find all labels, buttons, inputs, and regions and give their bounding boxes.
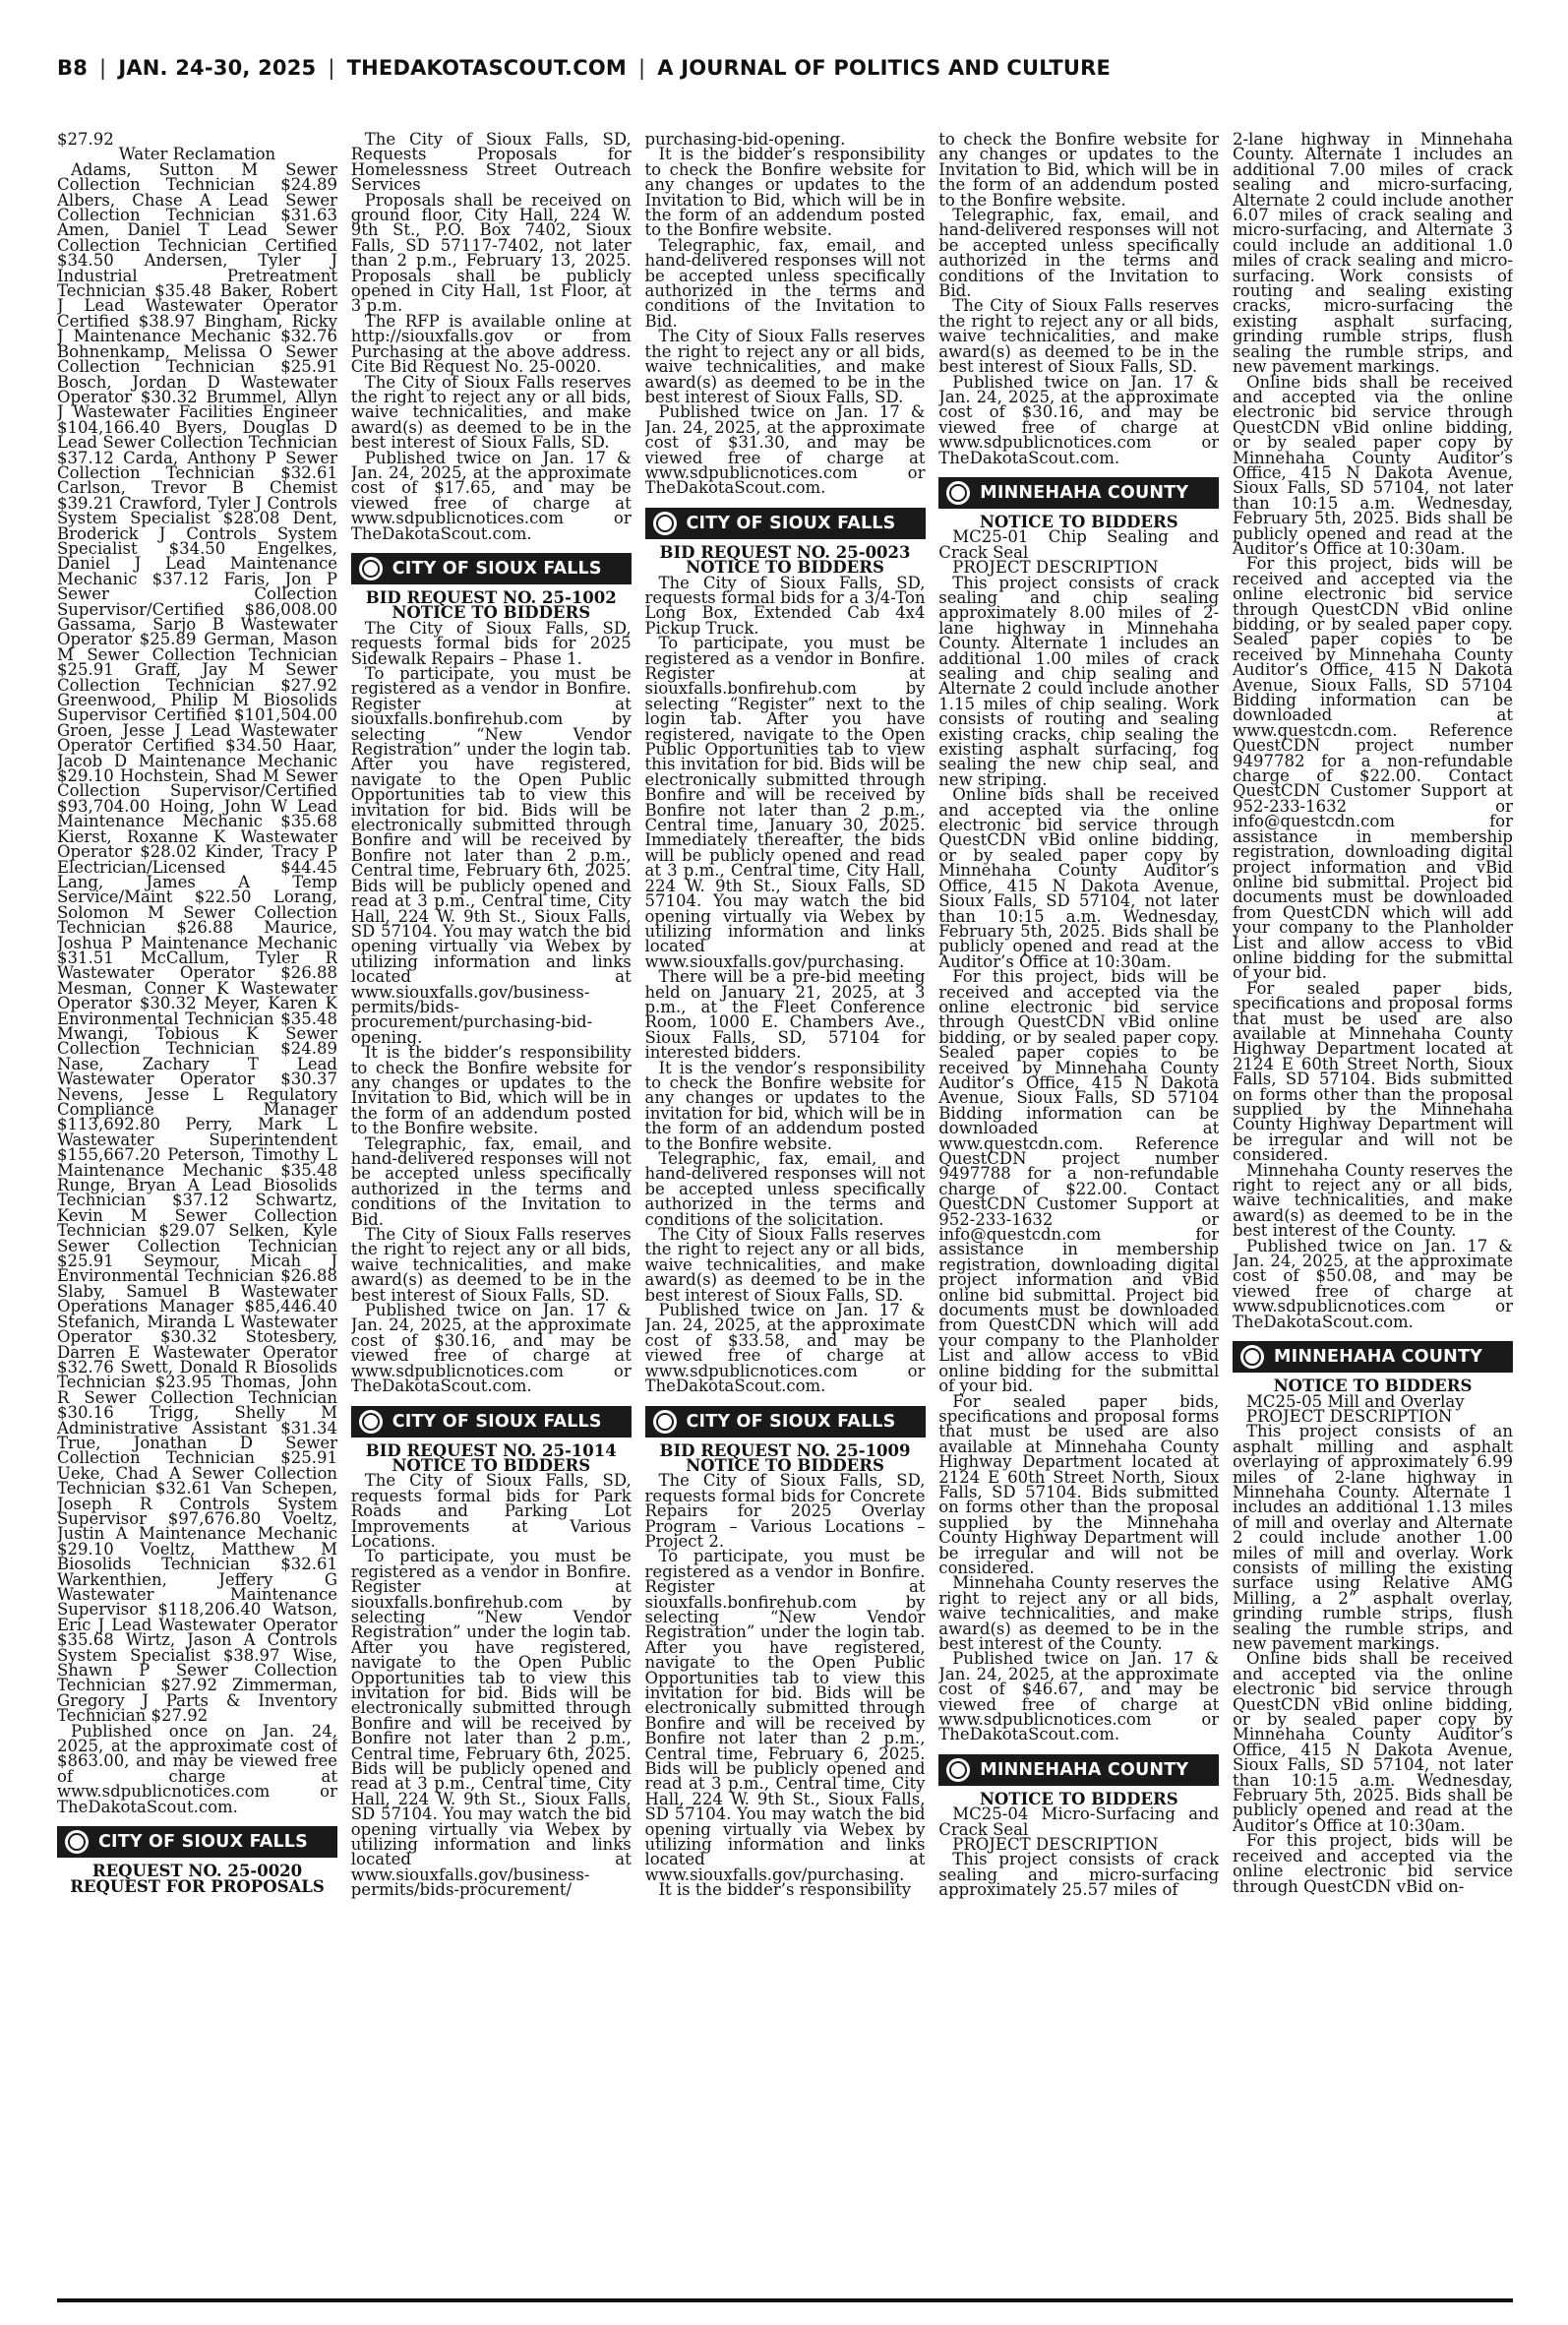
notice-paragraph: This project consists of an asphalt milling and asphalt overlaying of approximately 6.99 miles of 2-lane highway in Minnehaha County. Alternate 1 includes an additional 1.13 miles of mill and overlay and Alternate 2 could include another 1.00 miles of mill and overlay. Work consists of milling the existing surface using Relative AMG Milling, a 2” asphalt overlay, grinding rumble strips, flush sealing the rumble strips, and new pavement markings. <box>1233 1422 1513 1653</box>
notice-paragraph: It is the bidder’s responsibility to check the Bonfire website for any changes or updates to the Invitation to Bid, which will be in the form of an addendum posted to the Bonfire website. <box>644 145 926 240</box>
notice-paragraph: To participate, you must be registered as a vendor in Bonfire. Register at siouxfalls.bonfirehub.com by selecting “Register” next to the login tab. After you have registered, navigate to the Open Public Opportunities tab to view this invitation for bid. Bids will be electronically submitted through Bonfire and will be received by Bonfire not later than 2 p.m., Central time, January 30, 2025. Immediately thereafter, the bids will be publicly opened and read at 3 p.m., Central time, City Hall, 224 W. 9th St., Sioux Falls, SD 57104. You may watch the bid opening virtually via Webex by utilizing information and links located at www.siouxfalls.gov/purchasing. <box>644 634 926 971</box>
notice-paragraph: Published twice on Jan. 17 & Jan. 24, 2025, at the approximate cost of $30.16, and may be viewed free of charge at www.sdpublicnotices.com or TheDakotaScout.com. <box>350 1301 632 1396</box>
notice-paragraph: MC25-01 Chip Sealing and Crack Seal <box>938 527 1220 562</box>
notice-paragraph: Online bids shall be received and accepted via the online electronic bid service through QuestCDN vBid online bidding, or by sealed paper copy by Minnehaha County Auditor’s Office, 415 N Dakota Avenue, Sioux Falls, SD 57104, not later than 10:15 a.m. Wednesday, February 5th, 2025. Bids shall be publicly opened and read at the Auditor’s Office at 10:30am. <box>938 785 1220 971</box>
tagline: A JOURNAL OF POLITICS AND CULTURE <box>657 56 1112 80</box>
notice-paragraph: Water Reclamation <box>118 145 276 164</box>
notice-paragraph: It is the bidder’s responsibility to check the Bonfire website for any changes or updates to the Invitation to Bid, which will be in the form of an addendum posted to the Bonfire website. <box>350 1043 632 1138</box>
notice-paragraph: Published twice on Jan. 17 & Jan. 24, 2025, at the approximate cost of $17.65, and may be viewed free of charge at www.sdpublicnotices.com or TheDakotaScout.com. <box>350 448 632 543</box>
notice-paragraph: The City of Sioux Falls reserves the right to reject any or all bids, waive technicalities, and make award(s) as deemed to be in the best interest of Sioux Falls, SD. <box>644 327 926 406</box>
section-banner <box>1233 1341 1513 1373</box>
site-name: THEDAKOTASCOUT.COM <box>346 56 627 80</box>
masthead <box>57 51 1513 85</box>
notice-paragraph: For sealed paper bids, specifications and proposal forms that must be used are also available at Minnehaha County Highway Department located at 2124 E 60th Street North, Sioux Falls, SD 57104. Bids submitted on forms other than the proposal supplied by the Minnehaha County Highway Department will be irregular and will not be considered. <box>1233 978 1513 1165</box>
city-seal-icon <box>653 512 677 535</box>
notice-heading: NOTICE TO BIDDERS <box>979 1789 1178 1808</box>
column-4 <box>938 132 1219 2296</box>
section-banner-label: CITY OF SIOUX FALLS <box>686 1411 896 1432</box>
notice-heading: NOTICE TO BIDDERS <box>686 558 884 578</box>
notice-paragraph: Published twice on Jan. 17 & Jan. 24, 2025, at the approximate cost of $31.30, and may be viewed free of charge at www.sdpublicnotices.com or TheDakotaScout.com. <box>644 402 926 498</box>
section-banner <box>645 1406 926 1438</box>
notice-paragraph: For this project, bids will be received and accepted via the online electronic bid service through QuestCDN vBid online bidding, or by sealed paper copy. Sealed paper copies to be received by Minnehaha County Auditor’s Office, 415 N Dakota Avenue, Sioux Falls, SD 57104 Bidding information can be downloaded at www.questcdn.com. Reference QuestCDN project number 9497788 for a non-refundable charge of $22.00. Contact QuestCDN Customer Support at 952-233-1632 or info@questcdn.com for assistance in membership registration, downloading digital project information and vBid online bid submittal. Project bid documents must be downloaded from QuestCDN which will add your company to the Planholder List and allow access to vBid online bidding for the submittal of your bid. <box>938 967 1220 1396</box>
notice-paragraph: 2-lane highway in Minnehaha County. Alternate 1 includes an additional 7.00 miles of crack sealing and micro-surfacing, Alternate 2 could include another 6.07 miles of crack sealing and micro-surfacing, and Alternate 3 could include an additional 1.0 miles of crack sealing and micro-surfacing. Work consists of routing and sealing existing cracks, micro-surfacing the existing asphalt surfacing, grinding rumble strips, flush sealing the rumble strips, and new pavement markings. <box>1233 132 1513 377</box>
notice-paragraph: Telegraphic, fax, email, and hand-delivered responses will not be accepted unless specifically authorized in the terms and conditions of the Invitation to Bid. <box>644 235 926 331</box>
section-banner-label: CITY OF SIOUX FALLS <box>392 1411 602 1432</box>
notice-paragraph: Published twice on Jan. 17 & Jan. 24, 2025, at the approximate cost of $50.08, and may be viewed free of charge at www.sdpublicnotices.com or TheDakotaScout.com. <box>1233 1236 1513 1331</box>
city-seal-icon <box>359 557 383 581</box>
notice-paragraph: The City of Sioux Falls, SD, requests formal bids for a 3/4-Ton Long Box, Extended Cab 4x4 Pickup Truck. <box>644 573 926 638</box>
notice-heading: NOTICE TO BIDDERS <box>686 1455 884 1475</box>
section-banner-label: CITY OF SIOUX FALLS <box>392 558 602 579</box>
column-5 <box>1233 132 1513 2296</box>
notice-paragraph: MC25-04 Micro-Surfacing and Crack Seal <box>938 1805 1220 1839</box>
notice-paragraph: PROJECT DESCRIPTION <box>1246 1406 1453 1426</box>
column-2 <box>351 132 632 2296</box>
page-number: B8 <box>57 56 89 80</box>
city-seal-icon <box>359 1410 383 1434</box>
notice-paragraph: to check the Bonfire website for any changes or updates to the Invitation to Bid, which will be in the form of an addendum posted to the Bonfire website. <box>938 132 1220 210</box>
city-seal-icon <box>65 1830 89 1854</box>
section-banner <box>938 1754 1219 1786</box>
column-3 <box>645 132 926 2296</box>
notice-paragraph: The City of Sioux Falls reserves the right to reject any or all bids, waive technicalities, and make award(s) as deemed to be in the best interest of Sioux Falls, SD. <box>644 1225 926 1305</box>
notice-paragraph: To participate, you must be registered as a vendor in Bonfire. Register at siouxfalls.bonfirehub.com by selecting “New Vendor Registration” under the login tab. After you have registered, navigate to the Open Public Opportunities tab to view this invitation for bid. Bids will be electronically submitted through Bonfire and will be received by Bonfire not later than 2 p.m., Central time, February 6th, 2025. Bids will be publicly opened and read at 3 p.m., Central time, City Hall, 224 W. 9th St., Sioux Falls, SD 57104. You may watch the bid opening virtually via Webex by utilizing information and links located at www.siouxfalls.gov/business-permits/bids-procurement/ <box>350 1547 632 1900</box>
notice-paragraph: PROJECT DESCRIPTION <box>952 1835 1159 1855</box>
notice-paragraph: The City of Sioux Falls, SD, Requests Proposals for Homelessness Street Outreach Services <box>350 132 632 195</box>
notice-heading: BID REQUEST NO. 25-1002 <box>365 587 617 607</box>
notice-paragraph: Proposals shall be received on ground floor, City Hall, 224 W. 9th St., P.O. Box 7402, Sioux Falls, SD 57117-7402, not later than 2 p.m., February 13, 2025. Proposals shall be publicly opened in City Hall, 1st Floor, at 3 p.m. <box>350 190 632 316</box>
notice-paragraph: To participate, you must be registered as a vendor in Bonfire. Register at siouxfalls.bonfirehub.com by selecting “New Vendor Registration” under the login tab. After you have registered, navigate to the Open Public Opportunities tab to view this invitation for bid. Bids will be electronically submitted through Bonfire and will be received by Bonfire not later than 2 p.m., Central time, February 6th, 2025. Bids will be publicly opened and read at 3 p.m., Central time, City Hall, 224 W. 9th St., Sioux Falls, SD 57104. You may watch the bid opening virtually via Webex by utilizing information and links located at www.siouxfalls.gov/business-permits/bids-procurement/purchasing-bid-opening. <box>350 664 632 1047</box>
notice-paragraph: Telegraphic, fax, email, and hand-delivered responses will not be accepted unless specifically authorized in the terms and conditions of the Invitation to Bid. <box>350 1133 632 1229</box>
notice-paragraph: Telegraphic, fax, email, and hand-delivered responses will not be accepted unless specifically authorized in the terms and conditions of the Invitation to Bid. <box>938 206 1220 301</box>
notice-paragraph: MC25-05 Mill and Overlay <box>1246 1391 1465 1411</box>
notice-heading: REQUEST NO. 25-0020 <box>91 1862 303 1881</box>
notice-heading: BID REQUEST NO. 25-0023 <box>659 542 911 562</box>
city-seal-icon <box>946 1758 970 1782</box>
notice-heading: NOTICE TO BIDDERS <box>392 603 591 623</box>
notice-paragraph: PROJECT DESCRIPTION <box>952 558 1159 578</box>
notice-paragraph: There will be a pre-bid meeting held on January 21, 2025, at 3 p.m., at the Fleet Conference Room, 1000 E. Chambers Ave., Sioux Falls, SD, 57104 for interested bidders. <box>644 967 926 1063</box>
notice-paragraph: The City of Sioux Falls, SD, requests formal bids for Concrete Repairs for 2025 Overlay Program – Various Locations – Project 2. <box>644 1471 926 1551</box>
notice-paragraph: This project consists of crack sealing and micro-surfacing approximately 25.57 miles of <box>938 1850 1220 1900</box>
notice-paragraph: For this project, bids will be received and accepted via the online electronic bid service through QuestCDN vBid online bidding, or by sealed paper copy. Sealed paper copies to be received by Minnehaha County Auditor’s Office, 415 N Dakota Avenue, Sioux Falls, SD 57104 Bidding information can be downloaded at www.questcdn.com. Reference QuestCDN project number 9497782 for a non-refundable charge of $22.00. Contact QuestCDN Customer Support at 952-233-1632 or info@questcdn.com for assistance in membership registration, downloading digital project information and vBid online bid submittal. Project bid documents must be downloaded from QuestCDN which will add your company to the Planholder List and allow access to vBid online bidding for the submittal of your bid. <box>1233 554 1513 983</box>
section-banner-label: MINNEHAHA COUNTY <box>980 482 1189 503</box>
notice-heading: NOTICE TO BIDDERS <box>1273 1377 1473 1396</box>
notice-paragraph: The RFP is available online at http://siouxfalls.gov or from Purchasing at the above address. Cite Bid Request No. 25-0020. <box>350 311 632 377</box>
notice-paragraph: Published once on Jan. 24, 2025, at the approximate cost of $863.00, and may be viewed free of charge at www.sdpublicnotices.com or TheDakotaScout.com. <box>57 1721 337 1816</box>
issue-date: JAN. 24-30, 2025 <box>118 56 317 80</box>
section-banner-label: CITY OF SIOUX FALLS <box>686 513 896 533</box>
masthead-separator: | <box>638 56 646 80</box>
notice-paragraph: Telegraphic, fax, email, and hand-delivered responses will not be accepted unless specifically authorized in the terms and conditions of the solicitation. <box>644 1149 926 1229</box>
notice-heading: NOTICE TO BIDDERS <box>392 1455 591 1475</box>
notice-heading: NOTICE TO BIDDERS <box>979 512 1178 531</box>
notice-paragraph: $27.92 <box>57 132 114 149</box>
notice-paragraph: The City of Sioux Falls reserves the right to reject any or all bids, waive technicalities, and make award(s) as deemed to be in the best interest of Sioux Falls, SD. <box>350 372 632 453</box>
notice-paragraph: Published twice on Jan. 17 & Jan. 24, 2025, at the approximate cost of $33.58, and may be viewed free of charge at www.sdpublicnotices.com or TheDakotaScout.com. <box>644 1301 926 1396</box>
notice-paragraph: Published twice on Jan. 17 & Jan. 24, 2025, at the approximate cost of $30.16, and may be viewed free of charge at www.sdpublicnotices.com or TheDakotaScout.com. <box>938 372 1220 467</box>
notice-paragraph: The City of Sioux Falls, SD, requests formal bids for Park Roads and Parking Lot Improvements at Various Locations. <box>350 1471 632 1551</box>
notice-paragraph: The City of Sioux Falls, SD, requests formal bids for 2025 Sidewalk Repairs – Phase 1. <box>350 618 632 668</box>
notice-paragraph: For this project, bids will be received and accepted via the online electronic bid service through QuestCDN vBid on- <box>1233 1831 1513 1896</box>
bottom-rule <box>57 2298 1513 2302</box>
section-banner <box>938 477 1219 509</box>
section-banner <box>351 1406 632 1438</box>
notice-paragraph: This project consists of crack sealing and chip sealing approximately 8.00 miles of 2-lane highway in Minnehaha County. Alternate 1 includes an additional 1.00 miles of crack sealing and chip sealing and Alternate 2 could include another 1.15 miles of chip sealing. Work consists of routing and sealing existing cracks, chip sealing the existing asphalt surfacing, fog sealing the new chip seal, and new striping. <box>938 573 1220 789</box>
section-banner-label: MINNEHAHA COUNTY <box>1274 1347 1483 1368</box>
section-banner-label: MINNEHAHA COUNTY <box>980 1759 1189 1780</box>
masthead-separator: | <box>328 56 335 80</box>
notices-columns <box>57 132 1513 2296</box>
notice-paragraph: The City of Sioux Falls reserves the right to reject any or all bids, waive technicalities, and make award(s) as deemed to be in the best interest of Sioux Falls, SD. <box>938 296 1220 377</box>
notice-paragraph: Published twice on Jan. 17 & Jan. 24, 2025, at the approximate cost of $46.67, and may be viewed free of charge at www.sdpublicnotices.com or TheDakotaScout.com. <box>938 1649 1220 1744</box>
city-seal-icon <box>1240 1345 1264 1369</box>
notice-paragraph: It is the vendor’s responsibility to check the Bonfire website for any changes or updates to the invitation for bid, which will be in the form of an addendum posted to the Bonfire website. <box>644 1058 926 1153</box>
section-banner <box>645 508 926 539</box>
column-1 <box>57 132 337 2296</box>
city-seal-icon <box>653 1410 677 1434</box>
notice-paragraph: purchasing-bid-opening. <box>644 132 846 149</box>
city-seal-icon <box>946 481 970 505</box>
section-banner-label: CITY OF SIOUX FALLS <box>98 1832 308 1853</box>
notice-paragraph: To participate, you must be registered as a vendor in Bonfire. Register at siouxfalls.bonfirehub.com by selecting “New Vendor Registration” under the login tab. After you have registered, navigate to the Open Public Opportunities tab to view this invitation for bid. Bids will be electronically submitted through Bonfire and will be received by Bonfire not later than 2 p.m., Central time, February 6, 2025. Bids will be publicly opened and read at 3 p.m., Central time, City Hall, 224 W. 9th St., Sioux Falls, SD 57104. You may watch the bid opening virtually via Webex by utilizing information and links located at www.siouxfalls.gov/purchasing. <box>644 1547 926 1884</box>
notice-paragraph: The City of Sioux Falls reserves the right to reject any or all bids, waive technicalities, and make award(s) as deemed to be in the best interest of Sioux Falls, SD. <box>350 1225 632 1305</box>
notice-paragraph: Online bids shall be received and accepted via the online electronic bid service through QuestCDN vBid online bidding, or by sealed paper copy by Minnehaha County Auditor’s Office, 415 N Dakota Avenue, Sioux Falls, SD 57104, not later than 10:15 a.m. Wednesday, February 5th, 2025. Bids shall be publicly opened and read at the Auditor’s Office at 10:30am. <box>1233 1649 1513 1835</box>
notice-paragraph: Minnehaha County reserves the right to reject any or all bids, waive technicalities, and make award(s) as deemed to be in the best interest of the County. <box>938 1573 1220 1653</box>
masthead-separator: | <box>99 56 107 80</box>
notice-paragraph: For sealed paper bids, specifications and proposal forms that must be used are also available at Minnehaha County Highway Department located at 2124 E 60th Street North, Sioux Falls, SD 57104. Bids submitted on forms other than the proposal supplied by the Minnehaha County Highway Department will be irregular and will not be considered. <box>938 1391 1220 1577</box>
notice-paragraph: Adams, Sutton M Sewer Collection Technician $24.89 Albers, Chase A Lead Sewer Collection Technician $31.63 Amen, Daniel T Lead Sewer Collection Technician Certified $34.50 Andersen, Tyler J Industrial Pretreatment Technician $35.48 Baker, Robert J Lead Wastewater Operator Certified $38.97 Bingham, Ricky J Maintenance Mechanic $32.76 Bohnenkamp, Melissa O Sewer Collection Technician $25.91 Bosch, Jordan D Wastewater Operator $30.32 Brummel, Allyn J Wastewater Facilities Engineer $104,166.40 Byers, Douglas D Lead Sewer Collection Technician $37.12 Carda, Anthony P Sewer Collection Technician $32.61 Carlson, Trevor B Chemist $39.21 Crawford, Tyler J Controls System Specialist $28.08 Dent, Broderick J Controls System Specialist $34.50 Engelkes, Daniel J Lead Maintenance Mechanic $37.12 Faris, Jon P Sewer Collection Supervisor/Certified $86,008.00 Gassama, Sarjo B Wastewater Operator $25.89 German, Mason M Sewer Collection Technician $25.91 Graff, Jay M Sewer Collection Technician $27.92 Greenwood, Philip M Biosolids Supervisor Certified $101,504.00 Groen, Jesse J Lead Wastewater Operator Certified $34.50 Haar, Jacob D Maintenance Mechanic $29.10 Hochstein, Shad M Sewer Collection Supervisor/Certified $93,704.00 Hoing, John W Lead Maintenance Mechanic $35.68 Kierst, Roxanne K Wastewater Operator $28.02 Kinder, Tracy P Electrician/Licensed $44.45 Lang, James A Temp Service/Maint $22.50 Lorang, Solomon M Sewer Collection Technician $26.88 Maurice, Joshua P Maintenance Mechanic $31.51 McCallum, Tyler R Wastewater Operator $26.88 Mesman, Conner K Wastewater Operator $30.32 Meyer, Karen K Environmental Technician $35.48 Mwangi, Tobious K Sewer Collection Technician $24.89 Nase, Zachary T Lead Wastewater Operator $30.37 Nevens, Jesse L Regulatory Compliance Manager $113,692.80 Perry, Mark L Wastewater Superintendent $155,667.20 Peterson, Timothy L Maintenance Mechanic $35.48 Runge, Bryan A Lead Biosolids Technician $37.12 Schwartz, Kevin M Sewer Collection Technician $29.07 Selken, Kyle Sewer Collection Technician $25.91 Seymour, Micah J Environmental Technician $26.88 Slaby, Samuel B Wastewater Operations Manager $85,446.40 Stefanich, Miranda L Wastewater Operator $30.32 Stotesbery, Darren E Wastewater Operator $32.76 Swett, Donald R Biosolids Technician $23.95 Thomas, John R Sewer Collection Technician $30.16 Trigg, Shelly M Administrative Assistant $31.34 True, Jonathan D Sewer Collection Technician $25.91 Ueke, Chad A Sewer Collection Technician $32.61 Van Schepen, Joseph R Controls System Supervisor $97,676.80 Voeltz, Justin A Maintenance Mechanic $29.10 Voeltz, Matthew M Biosolids Technician $32.61 Warkenthien, Jeffery G Wastewater Maintenance Supervisor $118,206.40 Watson, Eric J Lead Wastewater Operator $35.68 Wirtz, Jason A Controls System Specialist $38.97 Wise, Shawn P Sewer Collection Technician $27.92 Zimmerman, Gregory J Parts & Inventory Technician $27.92 <box>57 159 337 1726</box>
section-banner <box>351 553 632 584</box>
notice-paragraph: Online bids shall be received and accepted via the online electronic bid service through QuestCDN vBid online bidding, or by sealed paper copy by Minnehaha County Auditor’s Office, 415 N Dakota Avenue, Sioux Falls, SD 57104, not later than 10:15 a.m. Wednesday, February 5th, 2025. Bids shall be publicly opened and read at the Auditor’s Office at 10:30am. <box>1233 372 1513 558</box>
notice-heading: BID REQUEST NO. 25-1009 <box>659 1440 911 1460</box>
section-banner <box>57 1826 337 1858</box>
notice-paragraph: It is the bidder’s responsibility <box>658 1880 912 1900</box>
notice-paragraph: Minnehaha County reserves the right to reject any or all bids, waive technicalities, and make award(s) as deemed to be in the best interest of the County. <box>1233 1160 1513 1241</box>
notice-heading: BID REQUEST NO. 25-1014 <box>365 1440 617 1460</box>
notice-heading: REQUEST FOR PROPOSALS <box>70 1876 325 1896</box>
